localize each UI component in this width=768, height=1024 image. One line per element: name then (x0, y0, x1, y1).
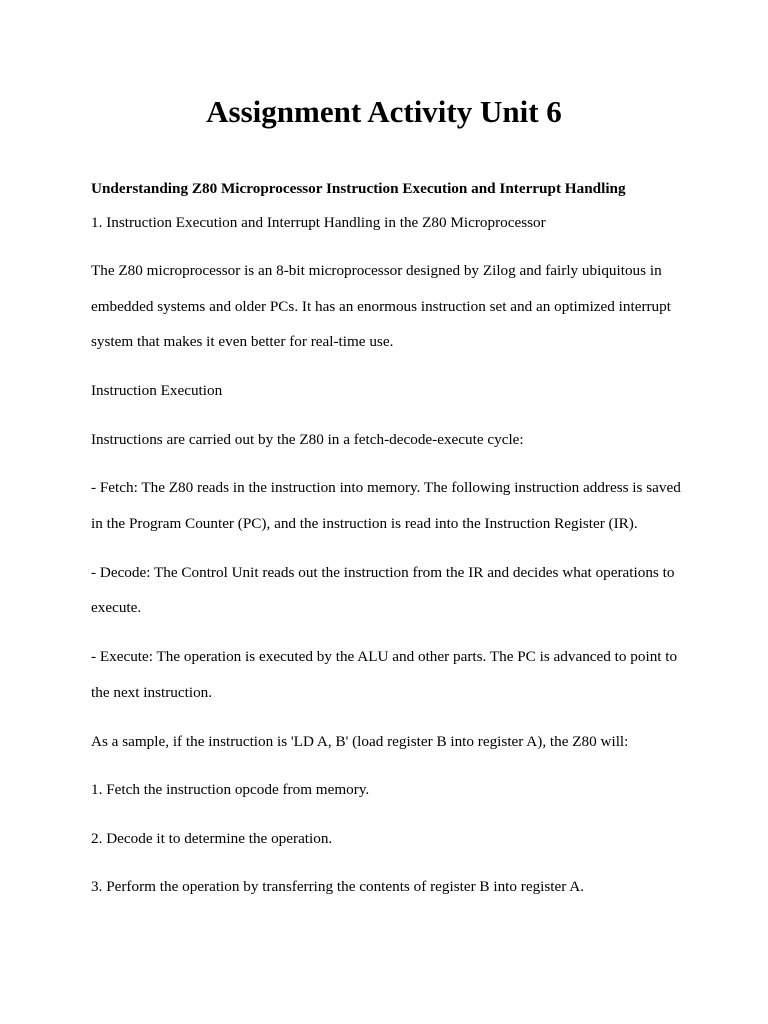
step-1: 1. Fetch the instruction opcode from memory. (91, 781, 370, 798)
intro-line-3: system that makes it even better for real-time use. (91, 333, 394, 350)
fetch-line-2: in the Program Counter (PC), and the instruction is read into the Instruction Register (IR). (91, 515, 638, 532)
execute-line-2: the next instruction. (91, 684, 213, 701)
subheading-instruction-execution: Instruction Execution (91, 382, 223, 399)
document-subtitle: Understanding Z80 Microprocessor Instruction Execution and Interrupt Handling (91, 180, 626, 197)
decode-line-2: execute. (91, 599, 142, 616)
step-2: 2. Decode it to determine the operation. (91, 830, 333, 847)
fetch-line-1: - Fetch: The Z80 reads in the instruction into memory. The following instruction address is saved (91, 479, 681, 496)
decode-line-1: - Decode: The Control Unit reads out the instruction from the IR and decides what operations to (91, 564, 675, 581)
cycle-intro: Instructions are carried out by the Z80 in a fetch-decode-execute cycle: (91, 431, 524, 448)
document-title: Assignment Activity Unit 6 (206, 94, 562, 129)
intro-line-2: embedded systems and older PCs. It has an enormous instruction set and an optimized interrupt (91, 298, 671, 315)
execute-line-1: - Execute: The operation is executed by the ALU and other parts. The PC is advanced to point to (91, 648, 678, 665)
step-3: 3. Perform the operation by transferring the contents of register B into register A. (91, 878, 585, 895)
section-heading: 1. Instruction Execution and Interrupt Handling in the Z80 Microprocessor (91, 214, 546, 231)
intro-line-1: The Z80 microprocessor is an 8-bit microprocessor designed by Zilog and fairly ubiquitous in (91, 262, 662, 279)
example-intro: As a sample, if the instruction is 'LD A, B' (load register B into register A), the Z80 will: (91, 733, 629, 750)
